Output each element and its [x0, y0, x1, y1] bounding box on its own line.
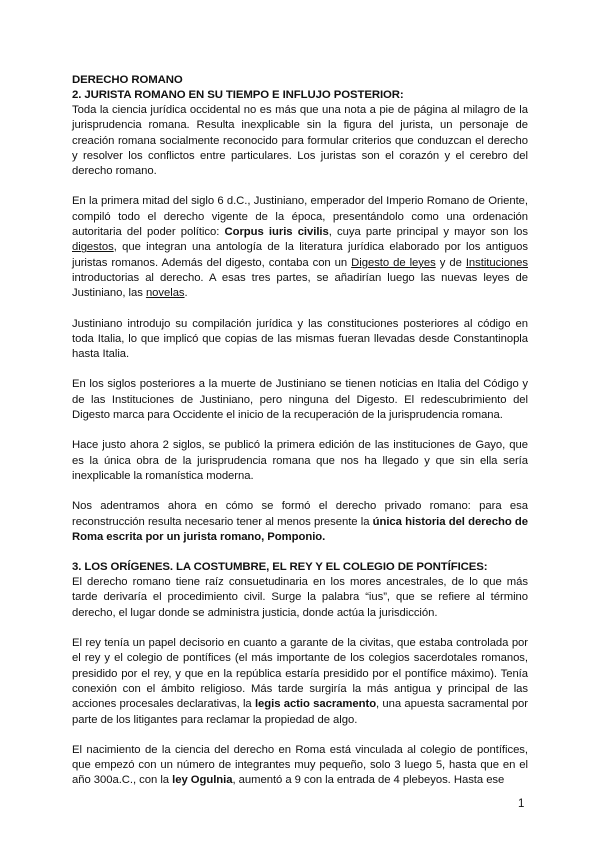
underlined-term-digesto-leyes: Digesto de leyes [351, 256, 436, 269]
text: , una apuesta sacramental por parte de los litigantes para reclamar la propiedad de algo. [72, 698, 528, 726]
paragraph-6 [72, 499, 528, 545]
text: , que integran una antología de la literatura jurídica elaborado por los antiguos juristas romanos. Además del digesto, contaba con un [72, 241, 528, 269]
text: y de [435, 256, 466, 269]
section-2-heading: 2. JURISTA ROMANO EN SU TIEMPO E INFLUJO POSTERIOR: [72, 89, 404, 101]
page-number: 1 [518, 798, 525, 810]
paragraph-2 [72, 194, 528, 301]
text: , cuya parte principal y mayor son los [328, 226, 529, 239]
paragraph-9 [72, 743, 528, 789]
underlined-term-novelas: novelas [145, 287, 185, 300]
paragraph-4: En los siglos posteriores a la muerte de Justiniano se tienen noticias en Italia del Código y de las Instituciones de Justiniano, pero ninguna del Digesto. El redescubrimiento del Digesto marca para Occidente el inicio de la recuperación de la jurisprudencia romana. [72, 378, 528, 422]
underlined-term-digestos: digestos [72, 241, 114, 254]
bold-term-corpus: Corpus iuris civilis [224, 226, 329, 239]
underlined-term-instituciones: Instituciones [465, 256, 528, 269]
text: En la primera mitad del siglo 6 d.C., Justiniano, emperador del Imperio Romano de Oriente, compiló todo el derecho vigente de la época, presentándolo como una ordenación autoritaria del poder político: [72, 195, 528, 239]
paragraph-5: Hace justo ahora 2 siglos, se publicó la primera edición de las instituciones de Gayo, que es la única obra de la jurisprudencia romana que nos ha llegado y que sin ella sería inexplicable la romanística moderna. [72, 439, 528, 482]
text: El rey tenía un papel decisorio en cuanto a garante de la civitas, que estaba controlada por el rey y el colegio de pontífices (el más importante de los colegios sacerdotales romanos, presidido por el rey, y que en la república estaría presidido por el pontífice máximo). Tenía conexión con el ámbito religioso. Más tarde surgiría la más antigua y principal de las acciones procesales declarativas, la [72, 637, 528, 711]
section-3-heading: 3. LOS ORÍGENES. LA COSTUMBRE, EL REY Y EL COLEGIO DE PONTÍFICES: [72, 561, 488, 574]
text: Nos adentramos ahora en cómo se formó el derecho privado romano: para esa reconstrucción resulta necesario tener al menos presente la [72, 500, 528, 528]
document-title: DERECHO ROMANO [72, 74, 183, 86]
paragraph-7: El derecho romano tiene raíz consuetudinaria en los mores ancestrales, de lo que más tarde derivaría el procedimiento civil. Surge la palabra “ius”, que se refiere al término derecho, el lugar donde se administra justicia, donde actúa la jurisdicción. [72, 576, 528, 619]
bold-phrase-pomponio: única historia del derecho de Roma escrita por un jurista romano, Pomponio. [72, 515, 528, 543]
bold-term-ley-ogulnia: ley Ogulnia [172, 774, 233, 787]
bold-term-legis-actio: legis actio sacramento [254, 698, 377, 711]
text: El nacimiento de la ciencia del derecho en Roma está vinculada al colegio de pontífices, que empezó con un número de integrantes muy pequeño, solo 3 luego 5, hasta que en el año 300a.C., con la [72, 743, 528, 787]
document-page [72, 73, 528, 789]
text: introductorias al derecho. A esas tres partes, se añadirían luego las nuevas leyes de Justiniano, las [72, 271, 528, 300]
paragraph-1: Toda la ciencia jurídica occidental no es más que una nota a pie de página al milagro de la jurisprudencia romana. Resulta inexplicable sin la figura del jurista, un personaje de creación romana socialmente reconocido para formular criterios que conduzcan el derecho y resolver los conflictos entre particulares. Los juristas son el corazón y el cerebro del derecho romano. [72, 104, 528, 178]
paragraph-3: Justiniano introdujo su compilación jurídica y las constituciones posteriores al código en toda Italia, lo que implicó que copias de las mismas fueran llevadas desde Constantinopla hasta Italia. [72, 317, 528, 361]
paragraph-8 [72, 636, 528, 728]
text: . [184, 287, 188, 300]
text: , aumentó a 9 con la entrada de 4 plebeyos. Hasta ese [232, 774, 505, 787]
